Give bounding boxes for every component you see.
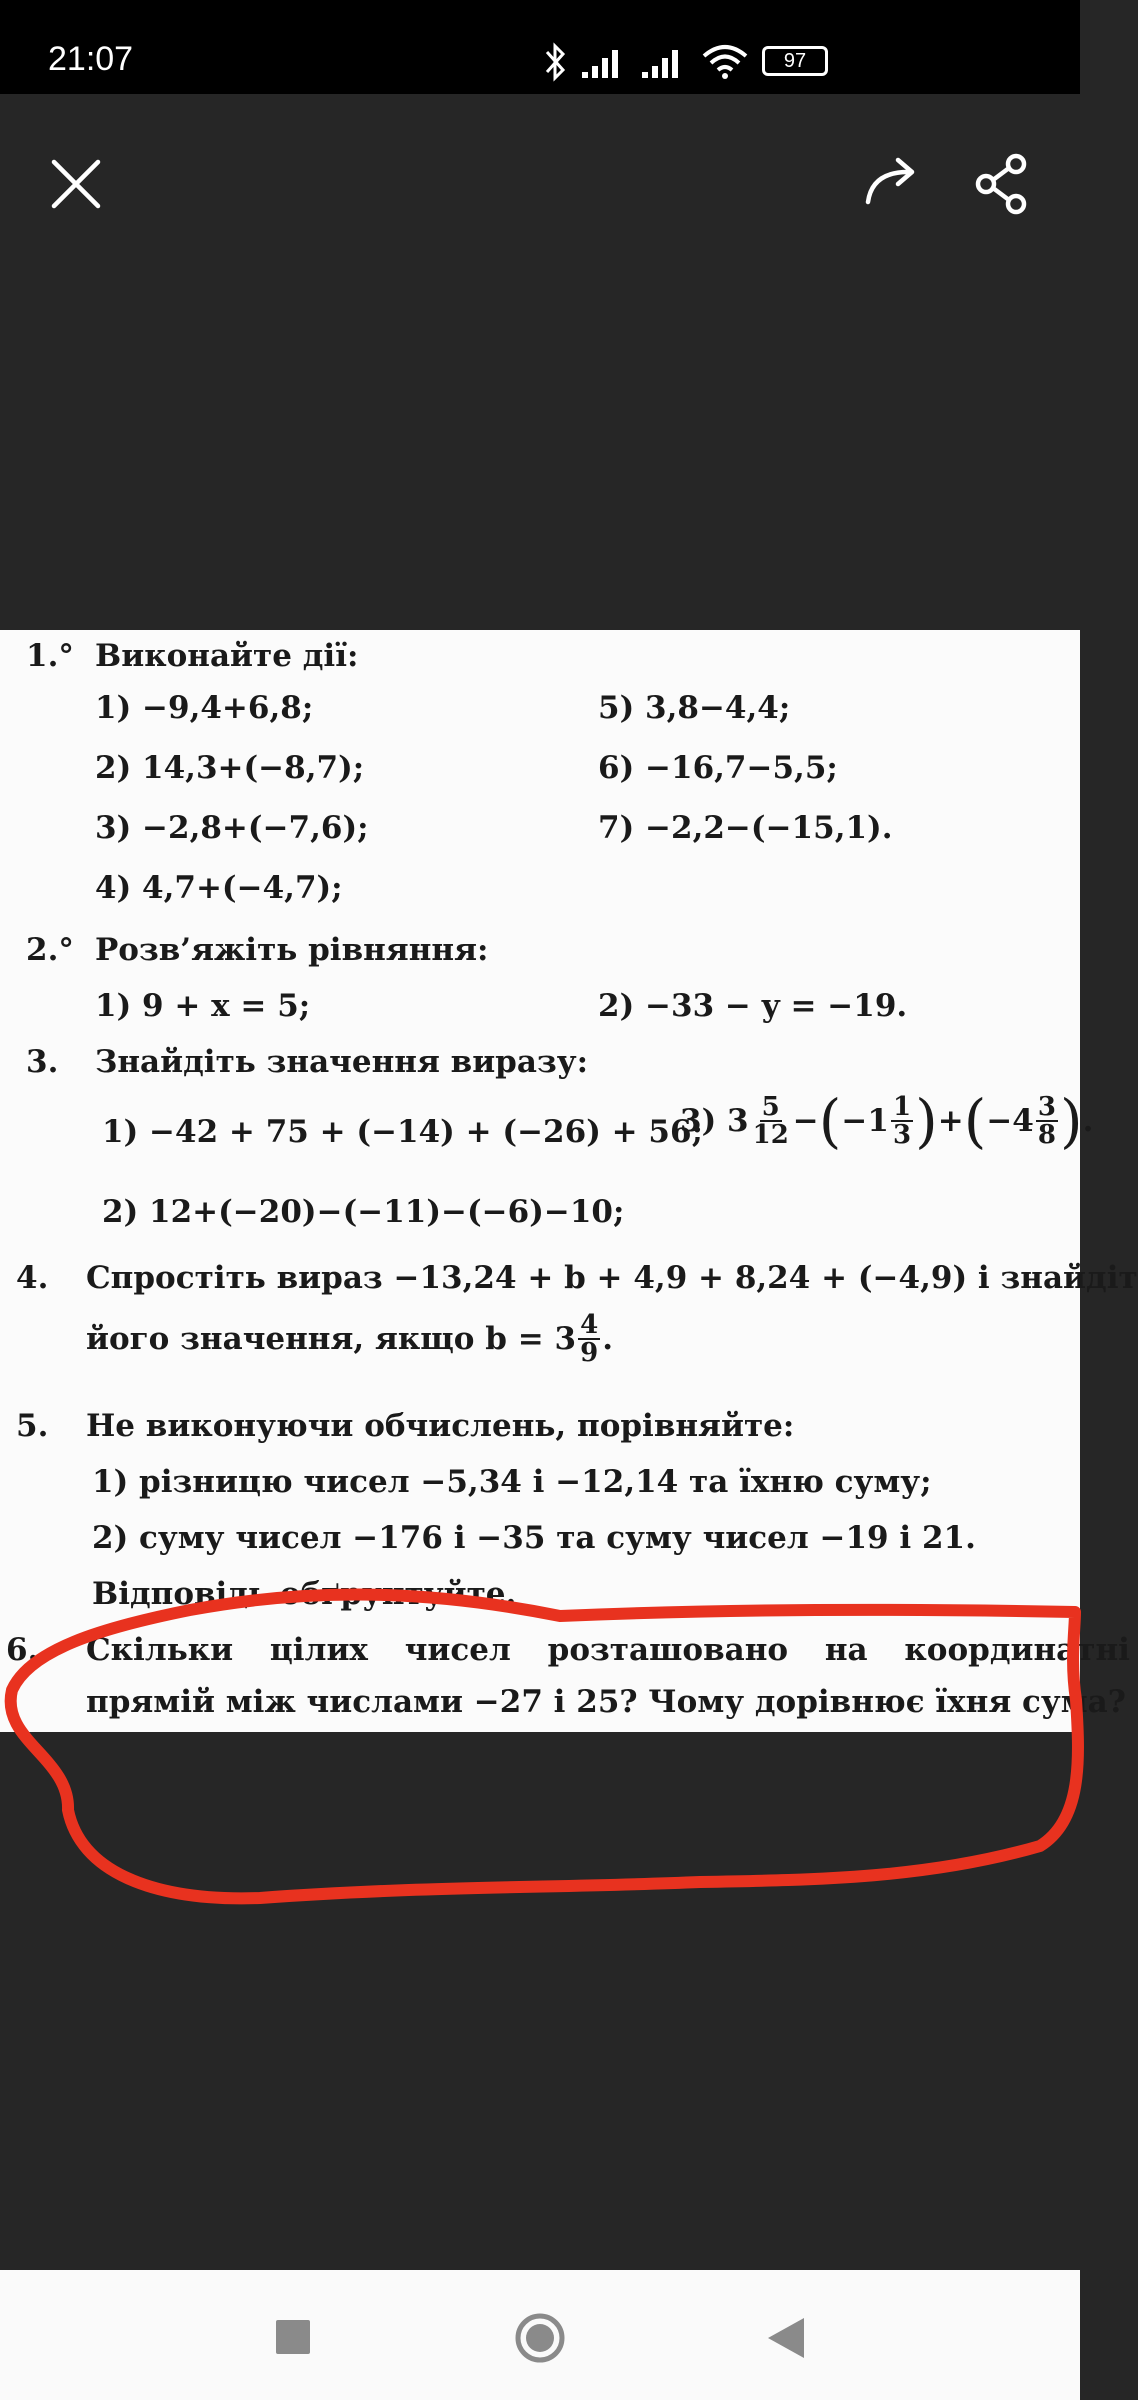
problem-3-item-3: 3) 3 $\frac{5}{12}$ − ( −1 $\frac{1}{3}$ ) + ( −4 $\frac{3}{8}$ ) . <box>680 1087 1094 1155</box>
navigation-bar <box>0 2270 1080 2400</box>
problem-5-item-1: 1) різницю чисел −5,34 і −12,14 та їхню суму; <box>92 1464 932 1500</box>
problem-2-number: 2.° <box>26 932 74 968</box>
viewer-background <box>0 1732 1080 2270</box>
status-bar <box>0 0 1080 94</box>
problem-5-item-2: 2) суму чисел −176 і −35 та суму чисел −19 і 21. <box>92 1520 976 1556</box>
fraction-1-3: $\frac{1}{3}$ <box>892 1092 912 1150</box>
close-icon <box>36 144 116 224</box>
problem-5-title: Не виконуючи обчислень, порівняйте: <box>86 1408 795 1444</box>
problem-1-item-6: 6) −16,7−5,5; <box>598 750 838 786</box>
recents-button[interactable] <box>252 2298 332 2378</box>
share-button[interactable] <box>962 144 1042 224</box>
problem-6-line-2: прямій між числами −27 і 25? Чому дорівнює їхня сума? <box>86 1684 1126 1720</box>
problem-5-number: 5. <box>16 1408 49 1444</box>
share-icon <box>962 144 1042 224</box>
textbook-photo[interactable] <box>0 630 1138 1732</box>
problem-3-item-1: 1) −42 + 75 + (−14) + (−26) + 56; <box>102 1114 704 1150</box>
problem-1-item-5: 5) 3,8−4,4; <box>598 690 791 726</box>
problem-1-item-3: 3) −2,8+(−7,6); <box>95 810 369 846</box>
back-button[interactable] <box>746 2298 826 2378</box>
problem-6-number: 6. <box>6 1632 39 1668</box>
problem-1-item-1: 1) −9,4+6,8; <box>95 690 314 726</box>
problem-4-line-2: його значення, якщо b = 3 $\frac{4}{9}$ . <box>86 1310 613 1368</box>
signal-2-icon <box>640 42 690 82</box>
viewer-toolbar <box>0 94 1080 630</box>
problem-6-line-1: Скільки цілих чисел розташовано на координатні <box>86 1632 1130 1668</box>
fraction-3-8: $\frac{3}{8}$ <box>1037 1092 1056 1150</box>
problem-1-item-7: 7) −2,2−(−15,1). <box>598 810 893 846</box>
problem-4-line-1: Спростіть вираз −13,24 + b + 4,9 + 8,24 + (−4,9) і знайдіт <box>86 1260 1138 1296</box>
problem-1-item-4: 4) 4,7+(−4,7); <box>95 870 343 906</box>
problem-4-number: 4. <box>16 1260 49 1296</box>
forward-button[interactable] <box>852 144 932 224</box>
problem-3-item-3-prefix: 3) 3 <box>680 1103 749 1139</box>
battery-icon <box>762 46 828 76</box>
problem-3-title: Знайдіть значення виразу: <box>95 1044 589 1080</box>
fraction-5-12: $\frac{5}{12}$ <box>752 1092 789 1150</box>
problem-3-item-2: 2) 12+(−20)−(−11)−(−6)−10; <box>102 1194 625 1230</box>
problem-3-number: 3. <box>26 1044 59 1080</box>
battery-level: 97 <box>783 50 807 72</box>
bluetooth-icon <box>540 42 570 82</box>
problem-2-title: Розв’яжіть рівняння: <box>95 932 489 968</box>
problem-5-item-3: Відповідь обґрунтуйте. <box>92 1576 517 1612</box>
problem-1-item-2: 2) 14,3+(−8,7); <box>95 750 365 786</box>
problem-2-item-1: 1) 9 + x = 5; <box>95 988 311 1024</box>
square-icon <box>252 2298 332 2378</box>
back-triangle-icon <box>746 2298 826 2378</box>
status-time: 21:07 <box>48 40 134 78</box>
home-circle-icon <box>500 2298 580 2378</box>
problem-1-title: Виконайте дії: <box>95 638 359 674</box>
home-button[interactable] <box>500 2298 580 2378</box>
close-button[interactable] <box>36 144 116 224</box>
forward-icon <box>852 144 932 224</box>
problem-2-item-2: 2) −33 − y = −19. <box>598 988 908 1024</box>
wifi-icon <box>700 42 750 82</box>
fraction-4-9: $\frac{4}{9}$ <box>580 1310 599 1368</box>
signal-1-icon <box>580 42 630 82</box>
problem-1-number: 1.° <box>26 638 74 674</box>
